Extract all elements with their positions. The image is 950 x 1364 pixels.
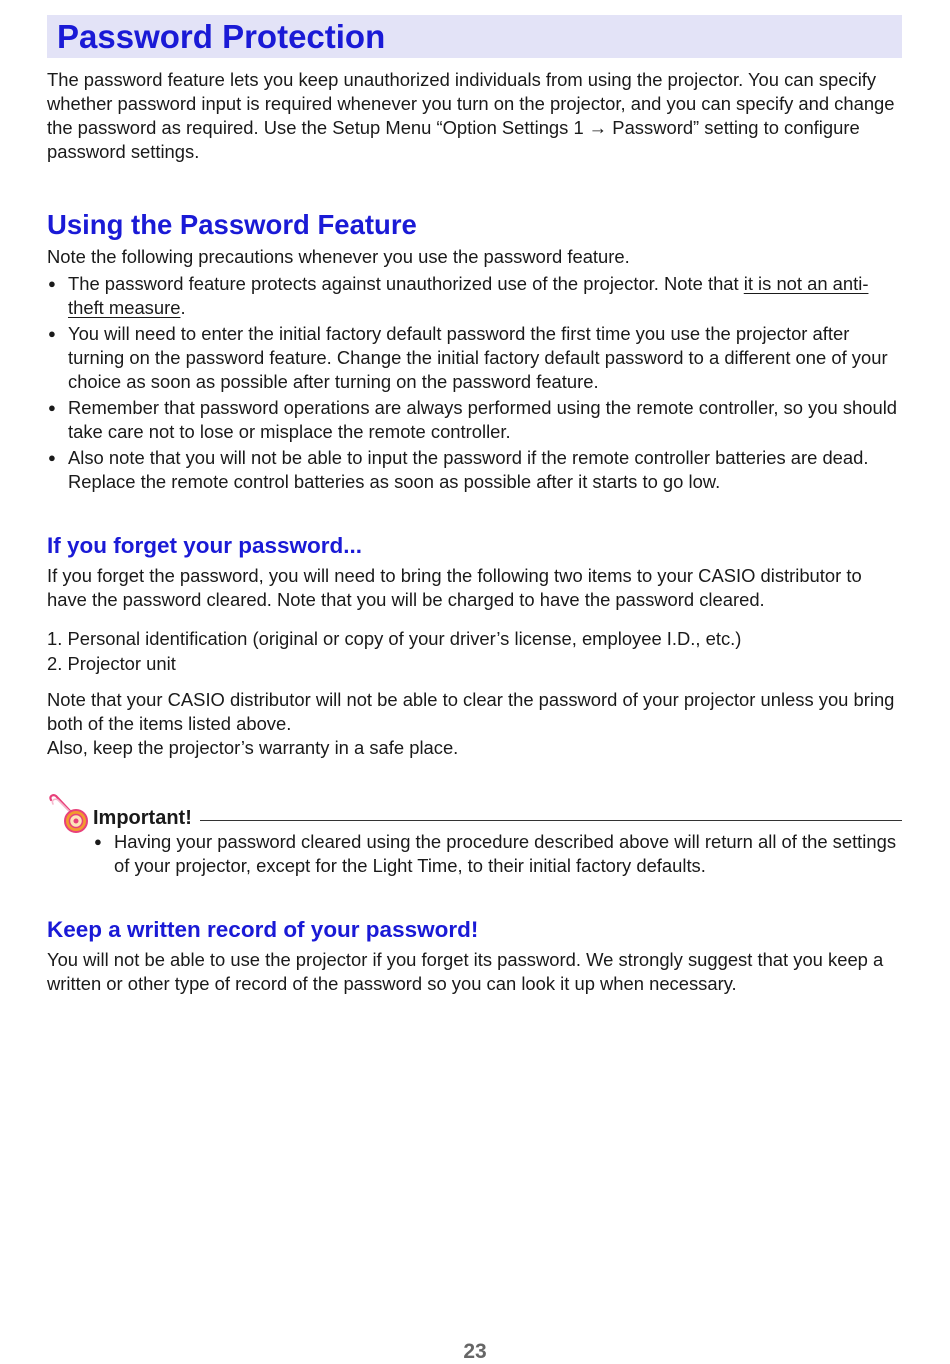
intro-paragraph: The password feature lets you keep unauthorized individuals from using the projector. You can specify whether password input is required whenever you turn on the projector, and you can specify and change the password as required. Use the Setup Menu “Option Settings 1 → Password” setting to configure password settings. <box>47 69 895 162</box>
list-item <box>47 446 902 494</box>
bullet-icon: ● <box>48 400 56 415</box>
note-line: Also, keep the projector’s warranty in a safe place. <box>47 737 459 758</box>
list-item <box>47 322 902 394</box>
bullet-text: Also note that you will not be able to input the password if the remote controller batteries are dead. Replace the remote control batteries as soon as possible after it starts to go low. <box>68 447 869 492</box>
title-bar <box>47 15 902 58</box>
important-badge-icon <box>47 794 91 834</box>
bullet-icon: ● <box>94 834 102 849</box>
list-item: 1. Personal identification (original or copy of your driver’s license, employee I.D., etc.) <box>47 628 742 649</box>
list-item: 2. Projector unit <box>47 653 176 674</box>
section-heading-forget: If you forget your password... <box>47 533 363 558</box>
section-heading-using: Using the Password Feature <box>47 209 417 240</box>
important-list <box>47 830 902 878</box>
note-line: Note that your CASIO distributor will not be able to clear the password of your projector unless you bring both of the items listed above. <box>47 689 895 734</box>
page-title: Password Protection <box>57 17 386 55</box>
important-label: Important! <box>93 807 192 829</box>
page-content <box>47 15 902 996</box>
forget-note <box>47 688 902 760</box>
important-header <box>47 794 902 830</box>
underlined-text: it is not an anti-theft measure <box>68 273 869 318</box>
bullet-icon: ● <box>48 326 56 341</box>
record-paragraph: You will not be able to use the projector if you forget its password. We strongly suggest that you keep a written or other type of record of the password so you can look it up when necessary. <box>47 949 884 994</box>
forget-paragraph: If you forget the password, you will need to bring the following two items to your CASIO distributor to have the password cleared. Note that you will be charged to have the password cleared. <box>47 565 862 610</box>
list-item <box>93 830 902 878</box>
list-item <box>47 396 902 444</box>
important-box <box>47 794 902 878</box>
divider <box>200 820 902 821</box>
using-lead: Note the following precautions whenever you use the password feature. <box>47 246 630 267</box>
bullet-text: Remember that password operations are always performed using the remote controller, so you should take care not to lose or misplace the remote controller. <box>68 397 898 442</box>
page-number: 23 <box>463 1340 487 1363</box>
bullet-text: Having your password cleared using the procedure described above will return all of the settings of your projector, except for the Light Time, to their initial factory defaults. <box>114 831 897 876</box>
precautions-list <box>47 272 902 494</box>
bullet-icon: ● <box>48 450 56 465</box>
list-item <box>47 272 902 320</box>
bullet-icon: ● <box>48 276 56 291</box>
bullet-text: You will need to enter the initial factory default password the first time you use the projector after turning on the password feature. Change the initial factory default password to a different one of your choice as soon as possible after turning on the password feature. <box>68 323 888 392</box>
section-heading-record: Keep a written record of your password! <box>47 917 479 942</box>
required-items-list <box>47 626 902 676</box>
bullet-text <box>68 272 902 320</box>
bullet-text-part: The password feature protects against unauthorized use of the projector. Note that <box>68 273 744 294</box>
bullet-text-part: . <box>180 297 186 318</box>
